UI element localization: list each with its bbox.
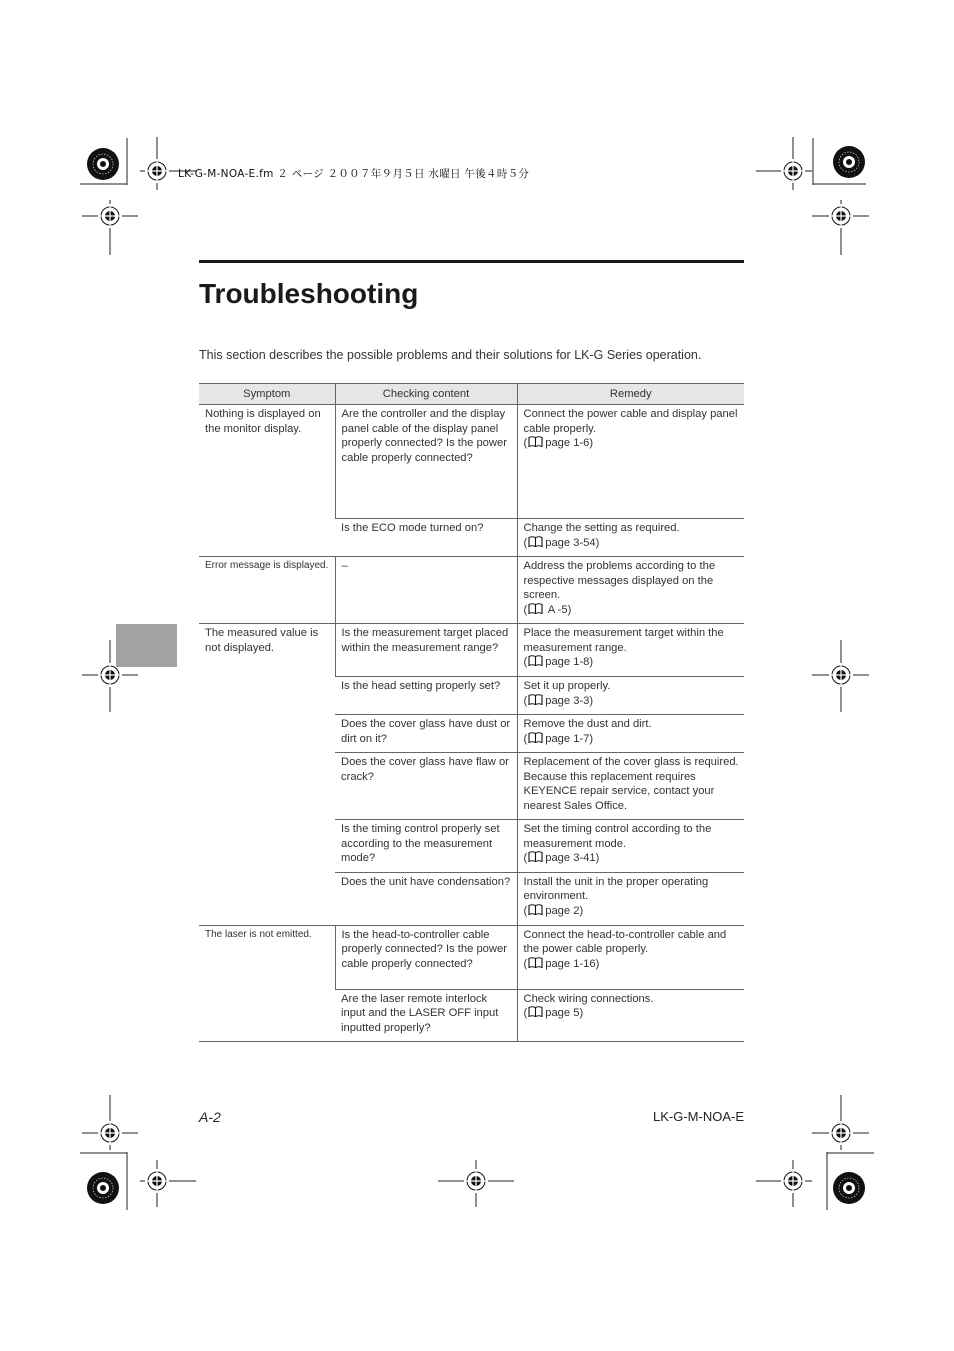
ref-open: ( (523, 852, 528, 864)
remedy-cell: Replacement of the cover glass is required. Because this replacement requires KEYENCE repair service, contact your nearest Sales Office. (517, 753, 744, 820)
book-icon (528, 732, 543, 743)
remedy-text: Connect the head-to-controller cable and the power cable properly. (523, 928, 727, 955)
remedy-cell (517, 557, 744, 624)
check-cell: Is the ECO mode turned on? (335, 519, 517, 557)
remedy-cell (517, 715, 744, 753)
check-cell: Does the cover glass have flaw or crack? (335, 753, 517, 820)
ref-text: page 1-6) (545, 437, 594, 449)
page-reference (524, 904, 740, 919)
book-icon (528, 436, 543, 447)
intro-text: This section describes the possible problems and their solutions for LK-G Series operation. (199, 348, 702, 362)
remedy-text: Remove the dust and dirt. (523, 718, 652, 730)
check-cell: Does the unit have condensation? (335, 872, 517, 925)
ref-text: page 5) (545, 1007, 584, 1019)
check-cell: Is the head setting properly set? (335, 677, 517, 715)
troubleshooting-table (199, 383, 744, 1042)
book-icon (528, 694, 543, 705)
remedy-cell (517, 989, 744, 1042)
document-code: LK-G-M-NOA-E (653, 1109, 744, 1124)
ref-open: ( (523, 957, 528, 970)
remedy-text: Set the timing control according to the measurement mode. (523, 823, 712, 850)
book-icon (528, 904, 543, 915)
page-number: A-2 (199, 1109, 221, 1125)
book-icon (528, 1006, 543, 1017)
ref-open: ( (523, 694, 528, 707)
ref-open: ( (523, 603, 528, 616)
page-reference (524, 957, 740, 972)
ref-open: ( (523, 732, 528, 745)
ref-text: page 1-16) (545, 957, 600, 970)
page-reference (524, 436, 740, 451)
check-cell: Is the measurement target placed within the measurement range? (335, 624, 517, 677)
chapter-tab (116, 624, 177, 667)
column-header-remedy: Remedy (517, 384, 744, 405)
book-icon (528, 957, 543, 968)
table-row (199, 405, 744, 519)
remedy-cell (517, 820, 744, 873)
remedy-text: Set it up properly. (523, 680, 611, 692)
remedy-text: Place the measurement target within the measurement range. (523, 627, 724, 654)
ref-open: ( (523, 904, 528, 917)
ref-text: page 3-41) (545, 852, 600, 864)
check-cell: Does the cover glass have dust or dirt on it? (335, 715, 517, 753)
page-reference (524, 603, 740, 618)
remedy-text: Address the problems according to the respective messages displayed on the screen. (523, 560, 716, 601)
remedy-cell (517, 677, 744, 715)
symptom-cell: The measured value is not displayed. (199, 624, 335, 926)
remedy-cell (517, 925, 744, 989)
ref-text: page 3-3) (545, 694, 594, 707)
column-header-checking-content: Checking content (335, 384, 517, 405)
ref-open: ( (523, 1007, 528, 1019)
table-row (199, 624, 744, 677)
check-cell: Are the controller and the display panel cable of the display panel properly connected? Is the power cable properly connected? (335, 405, 517, 519)
symptom-cell: The laser is not emitted. (199, 925, 335, 1042)
book-icon (528, 603, 543, 614)
check-cell: Is the head-to-controller cable properly connected? Is the power cable properly connected? (335, 925, 517, 989)
remedy-text: Change the setting as required. (523, 522, 680, 534)
symptom-cell: Nothing is displayed on the monitor display. (199, 405, 335, 557)
book-icon (528, 655, 543, 666)
title-rule (199, 260, 744, 263)
book-icon (528, 851, 543, 862)
ref-open: ( (523, 437, 528, 449)
check-cell: Are the laser remote interlock input and the LASER OFF input inputted properly? (335, 989, 517, 1042)
check-cell: Is the timing control properly set according to the measurement mode? (335, 820, 517, 873)
remedy-text: Check wiring connections. (523, 992, 654, 1005)
page-reference (524, 1006, 740, 1021)
remedy-cell (517, 405, 744, 519)
ref-text: page 1-7) (545, 732, 594, 745)
ref-text: A -5) (545, 603, 572, 616)
ref-open: ( (523, 536, 528, 549)
ref-text: page 1-8) (545, 656, 594, 668)
ref-text: page 2) (545, 904, 584, 917)
remedy-text: Connect the power cable and display panel cable properly. (523, 408, 738, 435)
remedy-cell (517, 872, 744, 925)
page-title: Troubleshooting (199, 278, 419, 309)
table-row (199, 557, 744, 624)
check-cell: – (335, 557, 517, 624)
table-header-row (199, 384, 744, 405)
book-icon (528, 536, 543, 547)
page-reference (524, 732, 740, 747)
page-reference (524, 694, 740, 709)
column-header-symptom: Symptom (199, 384, 335, 405)
page-reference (524, 536, 740, 551)
table-row (199, 925, 744, 989)
ref-open: ( (523, 656, 528, 668)
symptom-cell: Error message is displayed. (199, 557, 335, 624)
remedy-text: Install the unit in the proper operating environment. (523, 875, 709, 902)
ref-text: page 3-54) (545, 536, 600, 549)
page-reference (524, 851, 740, 866)
file-info-header: LK-G-M-NOA-E.fm ２ ページ ２００７年９月５日 水曜日 午後４時５分 (178, 168, 530, 180)
page-reference (524, 655, 740, 670)
remedy-cell (517, 519, 744, 557)
remedy-cell (517, 624, 744, 677)
